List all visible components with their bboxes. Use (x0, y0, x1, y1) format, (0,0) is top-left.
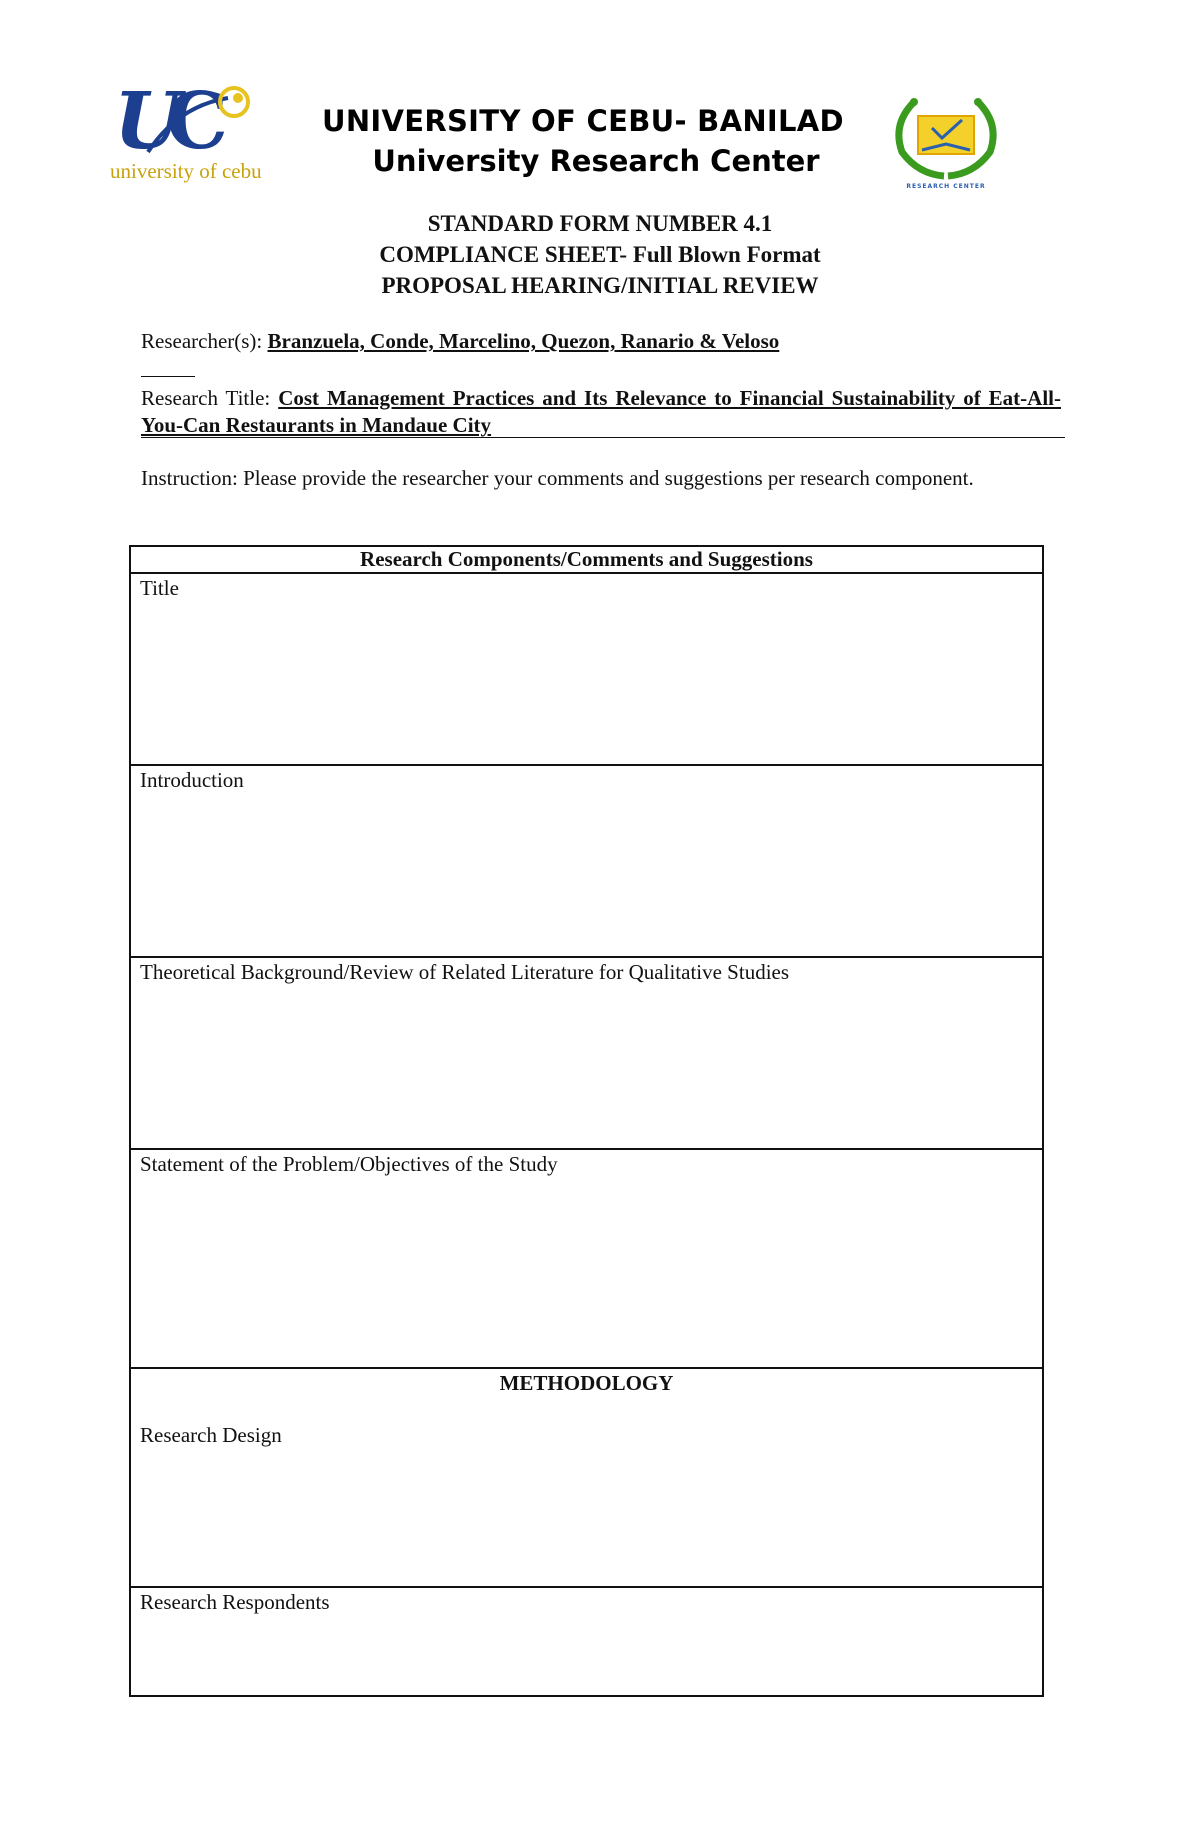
research-center-logo (884, 94, 1008, 190)
comments-table (129, 545, 1044, 1697)
form-purpose: PROPOSAL HEARING/INITIAL REVIEW (381, 273, 819, 298)
row-label: Statement of the Problem/Objectives of the Study (140, 1152, 558, 1176)
research-title-line (141, 385, 1061, 439)
research-title-label: Research Title: (141, 386, 271, 410)
row-label: Introduction (140, 768, 244, 792)
row-statement-of-problem[interactable] (130, 1149, 1043, 1368)
university-of-cebu-logo (108, 86, 293, 186)
row-research-design[interactable] (130, 1368, 1043, 1587)
row-label: Research Design (140, 1423, 282, 1447)
logo-wordmark: university of cebu (110, 159, 262, 183)
university-name: UNIVERSITY OF CEBU- BANILAD (322, 104, 844, 138)
research-center-name: University Research Center (372, 144, 820, 178)
row-label: Research Respondents (140, 1590, 330, 1614)
row-title[interactable] (130, 573, 1043, 765)
row-theoretical-background[interactable] (130, 957, 1043, 1149)
researchers-line (141, 329, 1061, 354)
researchers-value: Branzuela, Conde, Marcelino, Quezon, Ranario & Veloso (267, 329, 780, 353)
row-research-respondents[interactable] (130, 1587, 1043, 1696)
svg-text:C: C (166, 86, 229, 167)
instruction-text: Instruction: Please provide the researcher your comments and suggestions per research component. (141, 466, 974, 490)
research-title-value: Cost Management Practices and Its Relevance to Financial Sustainability of Eat-All-You-Can Restaurants in Mandaue City (141, 386, 1061, 437)
blank-line (141, 376, 195, 377)
row-label: Theoretical Background/Review of Related Literature for Qualitative Studies (140, 960, 790, 984)
methodology-heading: METHODOLOGY (499, 1371, 674, 1395)
row-label: Title (140, 576, 179, 600)
research-title-underline (141, 437, 1065, 438)
logo-caption: RESEARCH CENTER (906, 183, 986, 190)
row-introduction[interactable] (130, 765, 1043, 957)
table-header: Research Components/Comments and Suggestions (130, 546, 1043, 573)
researchers-label: Researcher(s): (141, 329, 263, 353)
form-number: STANDARD FORM NUMBER 4.1 (427, 211, 773, 236)
svg-text:U: U (114, 86, 183, 167)
form-type: COMPLIANCE SHEET- Full Blown Format (379, 242, 821, 267)
